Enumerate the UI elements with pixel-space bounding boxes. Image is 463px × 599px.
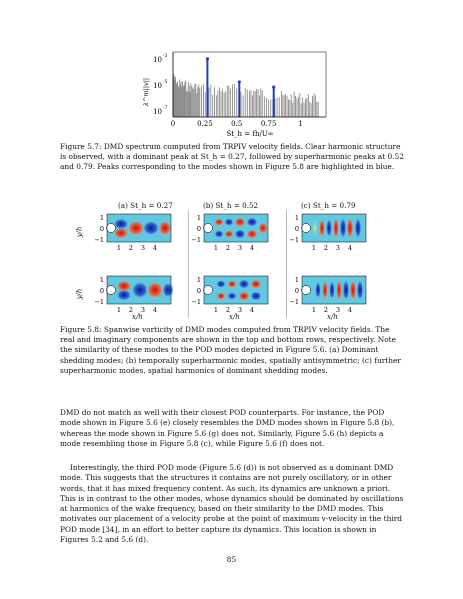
x-tick-label-0: 0 [170,120,176,128]
figure-5-8-caption: Figure 5.8: Spanwise vorticity of DMD modes computed from TRPIV velocity fields. The real and imaginary components are shown in the top and bottom rows, respectively. Note the similarity of these modes to the POD modes depicted in Figure 5.6. (a) Dominant shedding modes; (b) temporally superharmonic modes, spatially antisymmetric; (c) further superharmonic modes, spatial harmonics of dominant shedding modes. [60,325,401,375]
x-tick-1-0-1: 2 [128,306,134,314]
mode-panels [80,198,400,322]
y-tick-0-1-2: −1 [191,236,201,244]
y-tick-label-2: 10 [153,108,162,116]
x-tick-1-0-0: 1 [116,306,122,314]
x-label-a: x/h [132,313,143,321]
figure-5-7 [140,44,330,139]
y-tick-exp-1: -5 [163,80,168,85]
x-tick-1-1-1: 2 [225,306,231,314]
x-axis-label: St_h = fh/U∞ [226,130,274,138]
x-tick-1-1-3: 4 [249,306,255,314]
page-number: 85 [226,555,237,564]
mode-b-imag [204,276,269,304]
y-tick-1-2-1: 0 [294,287,299,295]
figure-5-7-caption: Figure 5.7: DMD spectrum computed from TRPIV velocity fields. Clear harmonic structure is observed, with a dominant peak at St_h = 0.27, followed by superharmonic peaks at 0.52 and 0.79. Peaks corresponding to the modes shown in Figure 5.8 are highlighted in blue. [60,142,404,172]
y-tick-1-1-0: 1 [196,276,201,284]
mode-a-real [107,214,173,242]
y-tick-1-1-2: −1 [191,298,201,306]
spectrum-bars [173,75,318,117]
y-tick-0-1-1: 0 [196,225,201,233]
x-tick-label-3: 0.75 [260,120,277,128]
y-tick-1-0-0: 1 [99,276,104,284]
y-axis-label: λ^m||v|| [142,77,150,107]
x-tick-label-4: 1 [298,120,303,128]
x-tick-1-2-0: 1 [311,306,317,314]
x-tick-1-2-2: 3 [335,306,341,314]
y-tick-label-0: 10 [153,56,162,64]
x-tick-0-0-2: 3 [140,244,146,252]
x-tick-0-1-1: 2 [225,244,231,252]
body-paragraph-1: DMD do not match as well with their closest POD counterparts. For instance, the POD mode shown in Figure 5.6 (e) closely resembles the DMD modes shown in Figure 5.8 (b), whereas the mode shown in Figure 5.6 (g) does not. Similarly, Figure 5.6 (h) depicts a mode resembling those in Figure 5.8 (c), while Figure 5.6 (f) does not. [60,408,395,448]
y-tick-exp-0: -3 [163,54,168,59]
y-tick-0-1-0: 1 [196,214,201,222]
x-label-c: x/h [327,313,338,321]
y-tick-0-0-1: 0 [99,225,104,233]
x-tick-0-1-0: 1 [213,244,219,252]
spectrum-chart [140,44,330,139]
y-label-bottom: y/h [75,288,84,300]
figure-5-8 [75,198,400,322]
x-tick-1-2-1: 2 [323,306,329,314]
x-tick-0-2-1: 2 [323,244,329,252]
highlighted-peak-marker-0 [206,57,209,60]
x-tick-0-0-1: 2 [128,244,134,252]
x-tick-label-1: 0.25 [197,120,213,128]
y-tick-0-2-1: 0 [294,225,299,233]
x-tick-0-1-3: 4 [249,244,255,252]
y-tick-exp-2: -7 [163,106,168,111]
x-tick-1-0-3: 4 [152,306,158,314]
y-tick-0-0-0: 1 [99,214,104,222]
x-tick-0-2-0: 1 [311,244,317,252]
x-tick-1-1-2: 3 [237,306,243,314]
x-tick-0-1-2: 3 [237,244,243,252]
x-tick-1-0-2: 3 [140,306,146,314]
mode-c-imag [302,276,367,304]
x-label-b: x/h [229,313,240,321]
y-tick-1-1-1: 0 [196,287,201,295]
x-tick-labels [171,120,303,128]
mode-c-real [302,214,367,242]
highlighted-peak-marker-1 [238,80,241,83]
body-paragraph-2: Interestingly, the third POD mode (Figure 5.6 (d)) is not observed as a dominant DMD mode. This suggests that the structures it contains are not purely oscillatory, or in other words, that it has mixed frequency content. As such, its dynamics are unknown a priori. This is in contrast to the other modes, whose dynamics should be dominated by oscillations at harmonics of the wake frequency, based on their similarity to the DMD modes. This motivates our placement of a velocity probe at the point of maximum v-velocity in the third POD mode [34], in an effort to better capture its dynamics. This location is shown in Figures 5.2 and 5.6 (d). [60,463,404,545]
x-tick-0-2-2: 3 [335,244,341,252]
y-tick-0-0-2: −1 [94,236,104,244]
y-tick-label-1: 10 [153,82,162,90]
y-tick-0-2-2: −1 [289,236,299,244]
y-label-top: y/h [75,226,84,238]
y-tick-1-2-2: −1 [289,298,299,306]
y-tick-1-0-2: −1 [94,298,104,306]
y-tick-1-0-1: 0 [99,287,104,295]
y-tick-1-2-0: 1 [294,276,299,284]
mode-b-real [204,214,269,242]
panel-title-b: (b) St_h = 0.52 [203,201,259,210]
panel-title-a: (a) St_h = 0.27 [118,201,173,210]
mode-a-imag [107,276,175,304]
x-tick-1-2-3: 4 [347,306,353,314]
highlighted-peak-marker-2 [272,85,275,88]
y-tick-0-2-0: 1 [294,214,299,222]
x-tick-1-1-0: 1 [213,306,219,314]
panel-title-c: (c) St_h = 0.79 [301,201,356,210]
x-tick-0-0-3: 4 [152,244,158,252]
x-tick-0-2-3: 4 [347,244,353,252]
x-tick-0-0-0: 1 [116,244,122,252]
x-tick-label-2: 0.5 [231,120,243,128]
